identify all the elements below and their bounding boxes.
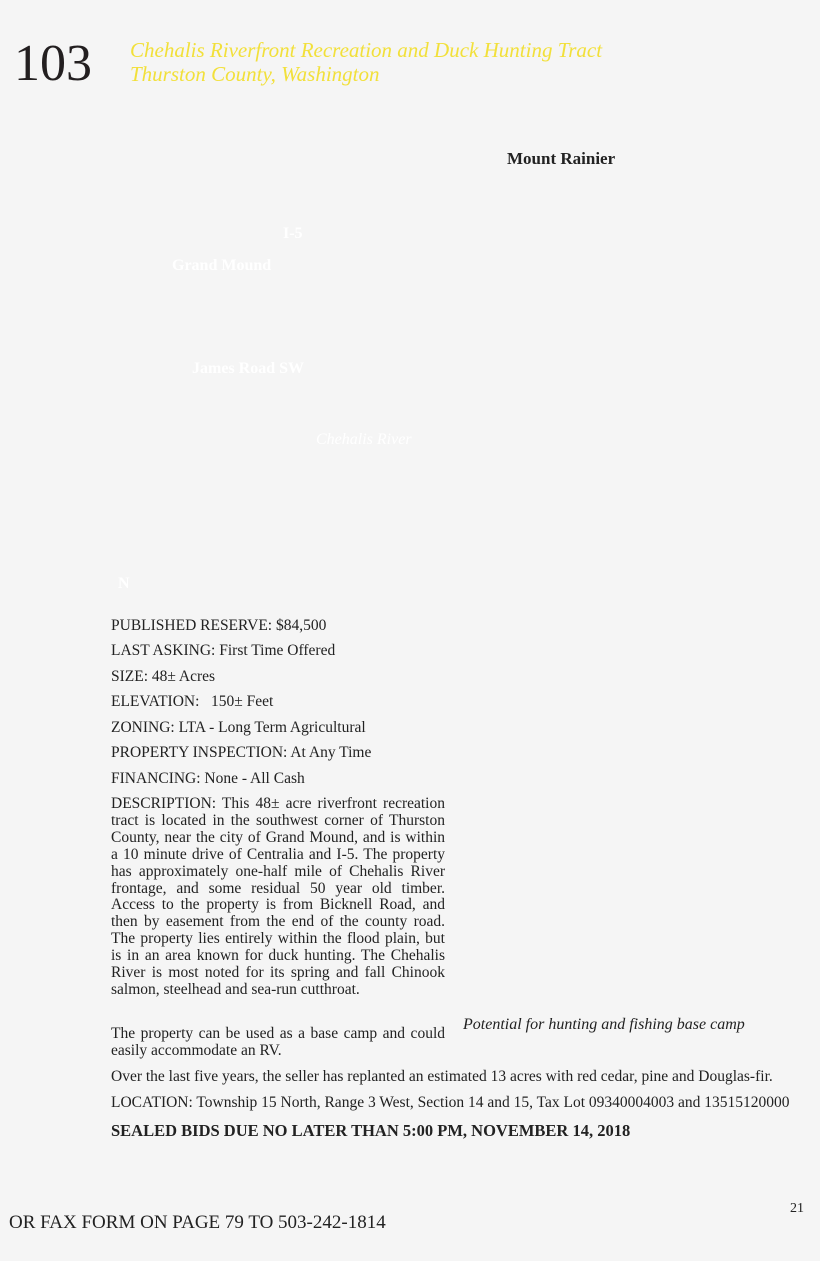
location-map <box>0 100 820 610</box>
financing: FINANCING: None - All Cash <box>111 770 305 787</box>
zoning: ZONING: LTA - Long Term Agricultural <box>111 719 366 736</box>
description: DESCRIPTION: This 48± acre riverfront recreation tract is located in the southwest corner of Thurston County, near the city of Grand Mound, and is within a 10 minute drive of Centralia and I-5. The property has approximately one-half mile of Chehalis River frontage, and some residual 50 year old timber. Access to the property is from Bicknell Road, and then by easement from the end of the county road. The property lies entirely within the flood plain, but is in an area known for duck hunting. The Chehalis River is most noted for its spring and fall Chinook salmon, steelhead and sea-run cutthroat. <box>111 795 445 998</box>
property-county: Thurston County, Washington <box>130 62 380 86</box>
location-text: LOCATION: Township 15 North, Range 3 West, Section 14 and 15, Tax Lot 09340004003 and 13515120000 <box>111 1094 790 1111</box>
map-label-james-road: James Road SW <box>192 360 305 377</box>
page-number: 21 <box>790 1201 804 1216</box>
map-label-mount-rainier: Mount Rainier <box>507 149 616 168</box>
published-reserve: PUBLISHED RESERVE: $84,500 <box>111 617 327 634</box>
sealed-bids-deadline: SEALED BIDS DUE NO LATER THAN 5:00 PM, NOVEMBER 14, 2018 <box>111 1121 631 1140</box>
replanted-text: Over the last five years, the seller has replanted an estimated 13 acres with red cedar, pine and Douglas-fir. <box>111 1068 773 1085</box>
base-camp-text: The property can be used as a base camp and could easily accommodate an RV. <box>111 1025 445 1059</box>
map-label-chehalis-river: Chehalis River <box>316 431 412 448</box>
last-asking: LAST ASKING: First Time Offered <box>111 642 336 659</box>
map-label-i5: I-5 <box>283 225 303 242</box>
elevation: ELEVATION: 150± Feet <box>111 693 274 710</box>
map-label-grand-mound: Grand Mound <box>172 257 272 274</box>
fax-instruction: OR FAX FORM ON PAGE 79 TO 503-242-1814 <box>9 1212 386 1233</box>
north-arrow-label: N <box>118 575 130 592</box>
photo-caption: Potential for hunting and fishing base camp <box>463 1016 745 1033</box>
lot-number: 103 <box>14 35 92 92</box>
property-title: Chehalis Riverfront Recreation and Duck Hunting Tract <box>130 38 603 62</box>
size: SIZE: 48± Acres <box>111 668 216 685</box>
property-inspection: PROPERTY INSPECTION: At Any Time <box>111 744 372 761</box>
